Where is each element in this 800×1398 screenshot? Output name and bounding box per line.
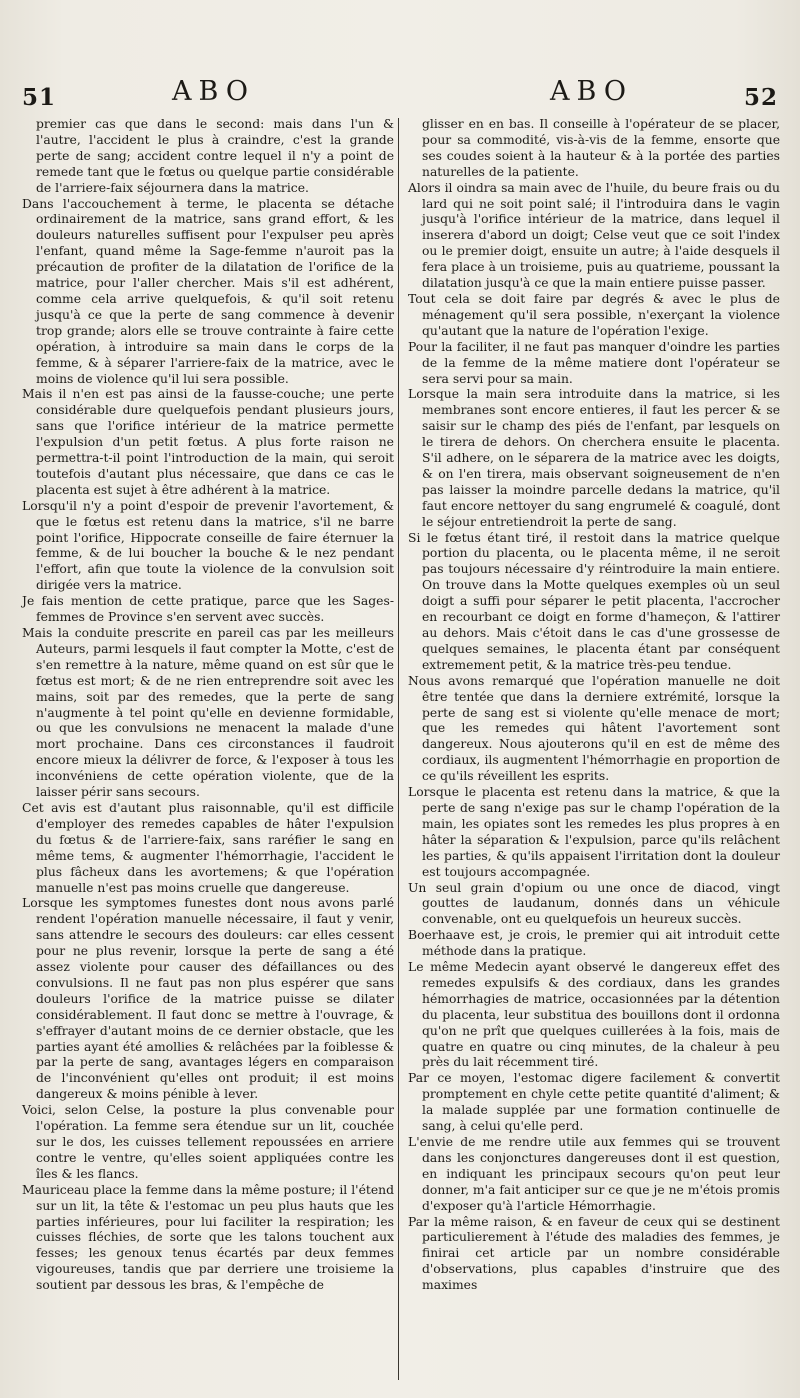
- paragraph: Je fais mention de cette pratique, parce que les Sages-femmes de Province s'en servent avec succès.: [22, 594, 394, 625]
- paragraph: Un seul grain d'opium ou une once de diacod, vingt gouttes de laudanum, donnés dans un véhicule convenable, ont eu quelquefois un heureux succès.: [408, 880, 780, 927]
- paragraph: Nous avons remarqué que l'opération manuelle ne doit être tentée que dans la derniere extrémité, lorsque la perte de sang est si violente qu'elle menace de mort; que les remedes qui hâtent l'avortement sont dangereux. Nous ajouterons qu'il en est de même des cordiaux, ils augmentent l'hémorrhagie en proportion de ce qu'ils réveillent les esprits.: [408, 673, 780, 784]
- paragraph: Par la même raison, & en faveur de ceux qui se destinent particulierement à l'étude des maladies des femmes, je finirai cet article par un nombre considérable d'observations, plus capables d'instruire que des maximes: [408, 1214, 780, 1293]
- paragraph: Dans l'accouchement à terme, le placenta se détache ordinairement de la matrice, sans grand effort, & les douleurs naturelles suffisent pour l'expulser peu après l'enfant, quand même la Sage-femme n'auroit pas la précaution de profiter de la dilatation de l'orifice de la matrice, pour l'aller chercher. Mais s'il est adhérent, comme cela arrive quelquefois, & qu'il soit retenu jusqu'à ce que la perte de sang commence à devenir trop grande; alors elle se trouve contrainte à faire cette opération, à introduire sa main dans le corps de la femme, & à séparer l'arriere-faix de la matrice, avec le moins de violence qu'il lui sera possible.: [22, 196, 394, 386]
- left-column: [22, 117, 394, 1294]
- paragraph: glisser en en bas. Il conseille à l'opérateur de se placer, pour sa commodité, vis-à-vis de la femme, ensorte que ses coudes soient à la hauteur & à la portée des parties naturelles de la patiente.: [422, 117, 780, 179]
- left-page-number: 51: [22, 84, 57, 111]
- paragraph: Mais il n'en est pas ainsi de la fausse-couche; une perte considérable dure quelquefois pendant plusieurs jours, sans que l'orifice intérieur de la matrice permette l'expulsion d'un petit fœtus. A plus forte raison ne permettra-t-il point l'introduction de la main, qui seroit toutefois d'autant plus nécessaire, que dans ce cas le placenta est sujet à être adhérent à la matrice.: [22, 387, 394, 497]
- paragraph: Par ce moyen, l'estomac digere facilement & convertit promptement en chyle cette petite quantité d'aliment; & la malade supplée par une formation continuelle de sang, à celui qu'elle perd.: [408, 1071, 780, 1134]
- paragraph: Cet avis est d'autant plus raisonnable, qu'il est difficile d'employer des remedes capables de hâter l'expulsion du fœtus & de l'arriere-faix, sans raréfier le sang en même tems, & augmenter l'hémorrhagie, l'accident le plus fâcheux dans les avortemens; & que l'opération manuelle n'est pas moins cruelle que dangereuse.: [22, 800, 394, 895]
- paragraph: Mauriceau place la femme dans la même posture; il l'étend sur un lit, la tête & l'estomac un peu plus hauts que les parties inférieures, pour lui faciliter la respiration; les cuisses fléchies, de sorte que les talons touchent aux fesses; les genoux tenus écartés par deux femmes vigoureuses, tandis que par derriere une troisieme la soutient par dessous les bras, & l'empêche de: [22, 1182, 394, 1293]
- paragraph: L'envie de me rendre utile aux femmes qui se trouvent dans les conjonctures dangereuses dont il est question, en indiquant les principaux secours qu'on peut leur donner, m'a fait anticiper sur ce que je ne m'étois promis d'exposer qu'à l'article Hémorrhagie.: [408, 1135, 780, 1213]
- paragraph: Pour la faciliter, il ne faut pas manquer d'oindre les parties de la femme de la même matiere dont l'opérateur se sera servi pour sa main.: [408, 339, 780, 386]
- paragraph: premier cas que dans le second: mais dans l'un & l'autre, l'accident le plus à craindre, c'est la grande perte de sang; accident contre lequel il n'y a point de remede tant que le fœtus ou quelque partie considérable de l'arriere-faix séjournera dans la matrice.: [36, 117, 394, 195]
- paragraph: Lorsque le placenta est retenu dans la matrice, & que la perte de sang n'exige pas sur le champ l'opération de la main, les opiates sont les remedes les plus propres à en hâter la séparation & l'expulsion, parce qu'ils relâchent les parties, & qu'ils appaisent l'irritation dont la douleur est toujours accompagnée.: [408, 785, 780, 879]
- paragraph: Tout cela se doit faire par degrés & avec le plus de ménagement qu'il sera possible, n'exerçant la violence qu'autant que la nature de l'opération l'exige.: [408, 291, 780, 338]
- paragraph: Lorsqu'il n'y a point d'espoir de prevenir l'avortement, & que le fœtus est retenu dans la matrice, s'il ne barre point l'orifice, Hippocrate conseille de faire éternuer la femme, & de lui boucher la bouche & le nez pendant l'effort, afin que toute la violence de la convulsion soit dirigée vers la matrice.: [22, 498, 394, 593]
- right-column: [408, 117, 780, 1294]
- left-running-head: ABO: [172, 76, 255, 107]
- paragraph: Boerhaave est, je crois, le premier qui ait introduit cette méthode dans la pratique.: [408, 928, 780, 959]
- right-running-head: ABO: [550, 76, 633, 107]
- paragraph: Lorsque les symptomes funestes dont nous avons parlé rendent l'opération manuelle nécessaire, il faut y venir, sans attendre le secours des douleurs: car elles cessent pour ne plus revenir, lorsque la perte de sang a été assez violente pour causer des défaillances ou des convulsions. Il ne faut pas non plus espérer que sans douleurs l'orifice de la matrice puisse se dilater considérablement. Il faut donc se mettre à l'ouvrage, & s'effrayer d'autant moins de ce dernier obstacle, que les parties ayant été amollies & relâchées par la foiblesse & par la perte de sang, avantages légers en comparaison de l'inconvénient qu'elles ont produit; il est moins dangereux & moins pénible à lever.: [22, 896, 394, 1102]
- paragraph: Lorsque la main sera introduite dans la matrice, si les membranes sont encore entieres, il faut les percer & se saisir sur le champ des piés de l'enfant, par lesquels on le tirera de dehors. On cherchera ensuite le placenta. S'il adhere, on le séparera de la matrice avec les doigts, & on l'en tirera, mais observant soigneusement de n'en pas laisser la moindre parcelle dedans la matrice, qu'il faut encore nettoyer du sang engrumelé & coagulé, dont le séjour entretiendroit la perte de sang.: [408, 387, 780, 529]
- paragraph: Alors il oindra sa main avec de l'huile, du beure frais ou du lard qui ne soit point salé; il l'introduira dans le vagin jusqu'à l'orifice intérieur de la matrice, dans lequel il inserera d'abord un doigt; Celse veut que ce soit l'index ou le premier doigt, ensuite un autre; à l'aide desquels il fera place à un troisieme, puis au quatrieme, poussant la dilatation jusqu'à ce que la main entiere puisse passer.: [408, 180, 780, 291]
- paragraph: Si le fœtus étant tiré, il restoit dans la matrice quelque portion du placenta, ou le placenta même, il ne seroit pas toujours nécessaire d'y réintroduire la main entiere. On trouve dans la Motte quelques exemples où un seul doigt a suffi pour séparer le petit placenta, l'accrocher en recourbant ce doigt en forme d'hameçon, & l'attirer au dehors. Mais c'étoit dans le cas d'une grossesse de quelques semaines, le placenta étant par conséquent extremement petit, & la matrice très-peu tendue.: [408, 530, 780, 672]
- paragraph: Voici, selon Celse, la posture la plus convenable pour l'opération. La femme sera étendue sur un lit, couchée sur le dos, les cuisses tellement repoussées en arriere contre le ventre, qu'elles soient appliquées contre les îles & les flancs.: [22, 1103, 394, 1181]
- column-divider: [398, 118, 399, 1380]
- paragraph: Mais la conduite prescrite en pareil cas par les meilleurs Auteurs, parmi lesquels il faut compter la Motte, c'est de s'en remettre à la nature, même quand on est sûr que le fœtus est mort; & de ne rien entreprendre soit avec les mains, soit par des remedes, que la perte de sang n'augmente à tel point qu'elle en devienne formidable, ou que les convulsions ne menacent la malade d'une mort prochaine. Dans ces circonstances il faudroit encore mieux la délivrer de force, & l'exposer à tous les inconvéniens de cette opération violente, que de la laisser périr sans secours.: [22, 626, 394, 800]
- paragraph: Le même Medecin ayant observé le dangereux effet des remedes expulsifs & des cordiaux, dans les grandes hémorrhagies de matrice, occasionnées par la détention du placenta, leur substitua des bouillons dont il ordonna qu'on ne prît que quelques cuillerées à la fois, mais de quatre en quatre ou cinq minutes, de la chaleur à peu près du lait récemment tiré.: [408, 960, 780, 1070]
- right-page-number: 52: [743, 84, 778, 111]
